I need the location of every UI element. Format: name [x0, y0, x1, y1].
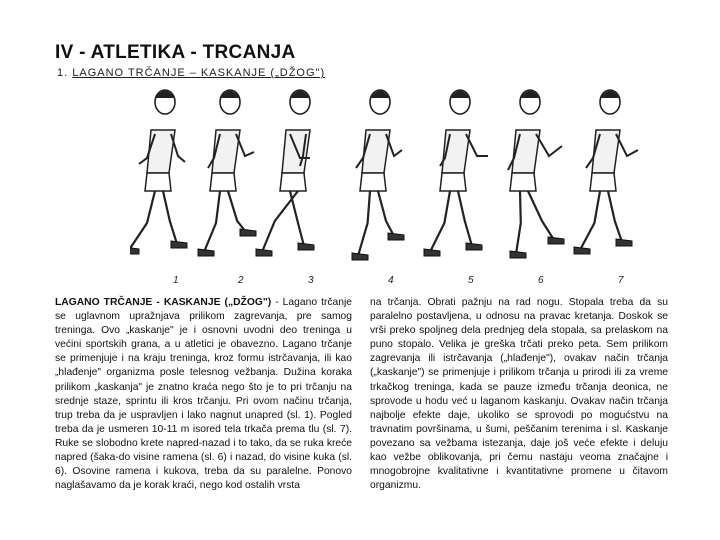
runner-front-leg-6	[516, 191, 521, 254]
runner-front-shoe-2	[198, 249, 214, 256]
runner-back-shoe-7	[616, 239, 632, 246]
running-boy-sequence-illustration	[130, 80, 670, 290]
runner-back-shoe-5	[466, 243, 482, 250]
runner-back-shoe-3	[256, 249, 272, 256]
frame-label-4: 4	[388, 275, 394, 286]
frame-label-3: 3	[308, 275, 314, 286]
runner-back-shoe-2	[240, 229, 256, 236]
runner-front-arm-6	[536, 134, 562, 156]
page-title: IV - ATLETIKA - TRCANJA	[55, 42, 296, 63]
runner-front-leg-5	[430, 191, 450, 252]
frame-label-6: 6	[538, 275, 544, 286]
runner-front-shoe-3	[298, 243, 314, 250]
runner-front-shoe-1	[130, 247, 139, 254]
runner-back-leg-5	[458, 191, 472, 246]
runner-shorts-3	[280, 173, 306, 191]
frame-label-7: 7	[618, 275, 624, 286]
section-label: LAGANO TRČANJE – KASKANJE („DŽOG")	[72, 67, 326, 79]
runner-shorts-6	[510, 173, 536, 191]
section-number: 1.	[57, 67, 69, 79]
runner-shorts-4	[360, 173, 386, 191]
runner-back-shoe-4	[388, 233, 404, 240]
runner-shirt-4	[362, 130, 390, 173]
frame-label-1: 1	[173, 275, 179, 286]
text-column-left	[55, 296, 352, 493]
runner-back-leg-1	[163, 191, 177, 244]
paragraph-heading: LAGANO TRČANJE - KASKANJE („DŽOG")	[55, 297, 272, 308]
runner-front-leg-2	[204, 191, 220, 252]
running-sequence-figure	[130, 80, 670, 290]
runner-shorts-2	[210, 173, 236, 191]
runner-back-leg-2	[228, 191, 246, 232]
runner-front-shoe-5	[424, 249, 440, 256]
section-subtitle	[57, 67, 325, 79]
frame-label-2: 2	[238, 275, 244, 286]
text-column-right	[370, 296, 668, 493]
runner-back-leg-6	[528, 191, 554, 240]
frame-label-5: 5	[468, 275, 474, 286]
right-body-text: na trčanja. Obrati pažnju na rad nogu. Stopala treba da su paralelno postavljena, u odnosu na pravac kretanja. Doskok se vrši preko spoljneg dela prednjeg dela stopala, sa prelaskom na puno stopalo. Velika je greška trčati preko peta. Sem prilikom zagrevanja ili istrčavanja („hlađenje"), ovakav način trčanja („kaskanje") se primenjuje i prilikom trčanja u prirodi ili za vreme trkačkog treninga, kada se pauze između trčanja deonica, ne sprovode u hodu već u laganom kaskanju. Ovakav način trčanja najbolje efekte daje, ukoliko se sprovodi po mogućstvu na travnatim površinama, u šumi, peščanim terenima i sl. Kaskanje povezano sa vežbama istezanja, daje još veće efekte i deluju kao vežbe oblikovanja, pri čemu nastaju veoma značajne i mnogobrojne kvalitativne i kvantitativne promene u čitavom organizmu.	[370, 297, 668, 492]
runner-back-shoe-6	[548, 237, 564, 244]
runner-shorts-5	[440, 173, 466, 191]
runner-front-leg-7	[580, 191, 600, 250]
runner-back-shoe-1	[171, 241, 187, 248]
runner-shirt-7	[592, 130, 620, 173]
runner-front-leg-4	[358, 191, 370, 256]
runner-front-shoe-4	[352, 253, 368, 260]
runner-front-shoe-6	[510, 251, 526, 258]
runner-front-leg-1	[130, 191, 155, 250]
runner-back-leg-7	[608, 191, 622, 242]
runner-front-shoe-7	[574, 247, 590, 254]
runner-shorts-7	[590, 173, 616, 191]
runner-shorts-1	[145, 173, 171, 191]
left-body-text: - Lagano trčanje se uglavnom upražnjava prilikom zagrevanja, pre samog treninga. Ovo „kaskanje" je i osnovni uvodni deo treninga u većini sportskih grana, a u atletici je obavezno. Lagano trčanje se primenjuje i na kraju treninga, kroz formu istrčavanja, ili kao „hlađenje" organizma posle telesnog vežbanja. Dužina koraka prilikom „kaskanja" je znatno kraća nego što je to pri trčanju na srednje staze, sprintu ili kros trčanju. Pri ovom načinu trčanja, trup treba da je uspravljen i lako nagnut unapred (sl. 1). Pogled treba da je usmeren 10-11 m isored tela trkača prema tlu (sl. 7). Ruke se slobodno krete napred-nazad i to tako, da se ruka kreće napred (šaka-do visine ramena (sl. 6) i nazad, do visine kuka (sl. 6). Osovine ramena i kukova, treba da su paralelne. Ponovo naglašavamo da je korak kraći, nego kod ostalih vrsta	[55, 297, 352, 492]
runner-back-leg-4	[378, 191, 394, 236]
